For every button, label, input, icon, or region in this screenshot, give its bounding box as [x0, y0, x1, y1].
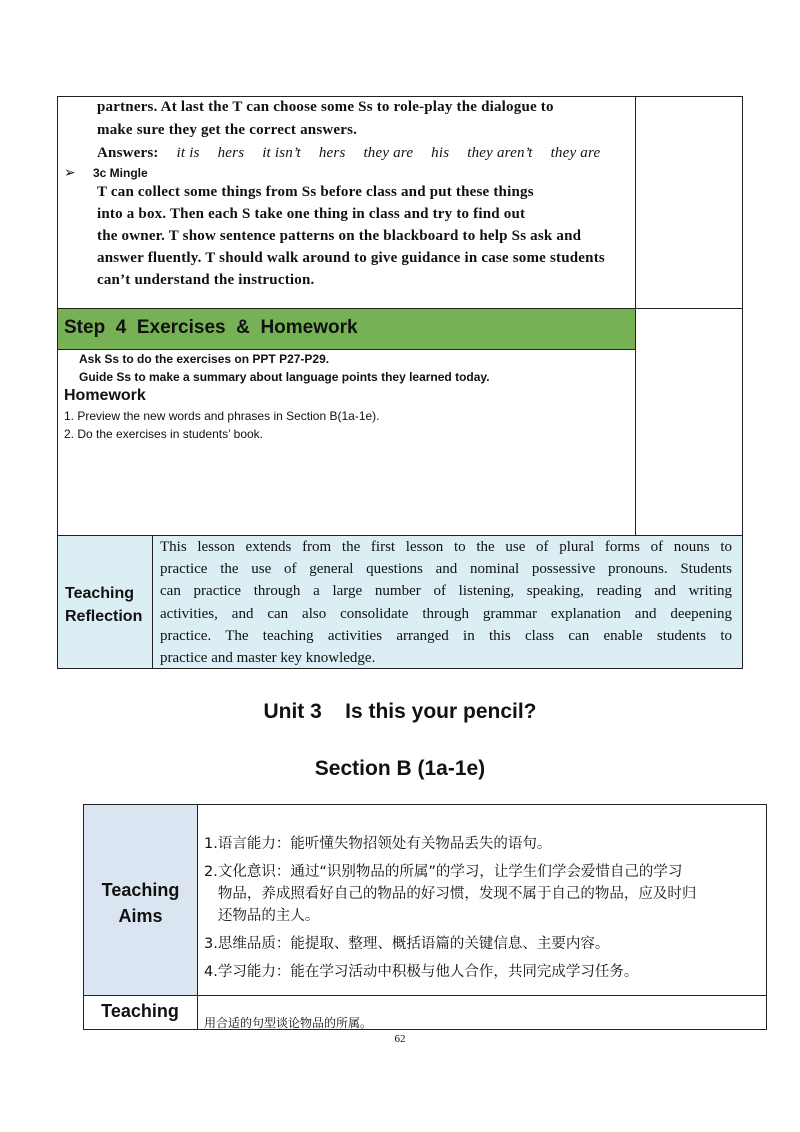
bullet-arrow-icon: ➢: [64, 164, 76, 180]
answer-item: it is: [176, 145, 200, 161]
answer-item: it isn’t: [262, 145, 301, 161]
step4-header: [58, 309, 635, 349]
row-divider: [57, 349, 636, 350]
teaching-aims-table: [83, 804, 767, 1030]
answer-item: hers: [318, 145, 346, 161]
mingle-line: answer fluently. T should walk around to give guidance in case some students: [97, 250, 605, 266]
column-divider: [197, 804, 198, 1030]
reflection-label-cell: [58, 536, 152, 668]
aim-item: [204, 861, 760, 927]
reflection-line: practice and master key knowledge.: [160, 650, 376, 667]
reflection-label: Reflection: [65, 608, 143, 625]
answer-item: they are: [363, 145, 414, 161]
mingle-line: into a box. Then each S take one thing in class and try to find out: [97, 206, 526, 222]
aims-label: Teaching: [101, 880, 180, 900]
reflection-line: This lesson extends from the first lesson to the use of plural forms of nouns to: [160, 539, 732, 555]
next-row-text: 用合适的句型谈论物品的所属。: [204, 1016, 373, 1030]
page-number: 62: [394, 1033, 406, 1045]
exercise-line: Guide Ss to make a summary about language points they learned today.: [79, 370, 490, 384]
table-border-top: [57, 96, 743, 97]
mingle-line: the owner. T show sentence patterns on the blackboard to help Ss ask and: [97, 228, 582, 244]
aim-text: 学习能力：能在学习活动中积极与他人合作，共同完成学习任务。: [217, 964, 639, 980]
answer-item: they are: [550, 145, 601, 161]
answers-label: Answers:: [97, 145, 159, 161]
reflection-label: Teaching: [65, 585, 135, 602]
aim-text: 还物品的主人。: [217, 908, 320, 924]
mingle-label: 3c Mingle: [93, 166, 148, 180]
aim-text: 语言能力：能听懂失物招领处有关物品丢失的语句。: [217, 836, 552, 852]
aim-number: 3.: [204, 936, 218, 952]
procedure-line: partners. At last the T can choose some Ss to role-play the dialogue to: [97, 99, 554, 115]
homework-heading: Homework: [64, 387, 146, 404]
next-row-label: Teaching: [101, 1001, 179, 1021]
aim-text: 思维品质：能提取、整理、概括语篇的关键信息、主要内容。: [217, 936, 610, 952]
answer-item: they aren’t: [467, 145, 533, 161]
aims-label-cell: [84, 805, 197, 995]
exercise-line: Ask Ss to do the exercises on PPT P27-P29.: [79, 352, 330, 366]
reflection-text-cell: [153, 536, 742, 668]
aim-item: [204, 961, 760, 983]
row-divider: [83, 995, 767, 996]
unit-title: Unit 3 Is this your pencil?: [263, 700, 537, 723]
aim-number: 4.: [204, 964, 218, 980]
table-border-right: [766, 804, 767, 1030]
lesson-procedure-table: [57, 96, 743, 669]
reflection-line: activities, and can also consolidate through grammar explanation and deepening: [160, 605, 732, 622]
column-divider: [635, 96, 636, 536]
aim-number: 2.: [204, 864, 218, 880]
section-title: Section B (1a-1e): [314, 757, 486, 780]
reflection-line: practice. The teaching activities arranged in this class can enable students to: [160, 627, 732, 644]
reflection-line: can practice through a large number of listening, speaking, reading and writing: [160, 583, 732, 600]
reflection-line: practice the use of general questions and nominal possessive pronouns. Students: [160, 561, 732, 578]
aims-label: Aims: [118, 906, 163, 926]
answers-row: [97, 145, 600, 162]
aim-number: 1.: [204, 836, 218, 852]
answer-item: his: [431, 145, 450, 161]
mingle-line: can’t understand the instruction.: [97, 272, 315, 288]
homework-item: 2. Do the exercises in students’ book.: [64, 427, 263, 441]
procedure-line: make sure they get the correct answers.: [97, 122, 358, 138]
table-border-right: [742, 96, 743, 669]
aim-text: 文化意识：通过“识别物品的所属”的学习，让学生们学会爱惜自己的学习: [217, 864, 683, 880]
homework-item: 1. Preview the new words and phrases in Section B(1a-1e).: [64, 409, 380, 423]
aim-text: 物品，养成照看好自己的物品的好习惯，发现不属于自己的物品，应及时归: [217, 886, 697, 902]
mingle-line: T can collect some things from Ss before class and put these things: [97, 184, 534, 200]
answer-item: hers: [217, 145, 245, 161]
aims-list: [204, 833, 760, 983]
step4-title: Step 4 Exercises & Homework: [64, 317, 358, 338]
aim-item: [204, 933, 760, 955]
table-border-bottom: [83, 1029, 767, 1030]
aim-item: [204, 833, 760, 855]
